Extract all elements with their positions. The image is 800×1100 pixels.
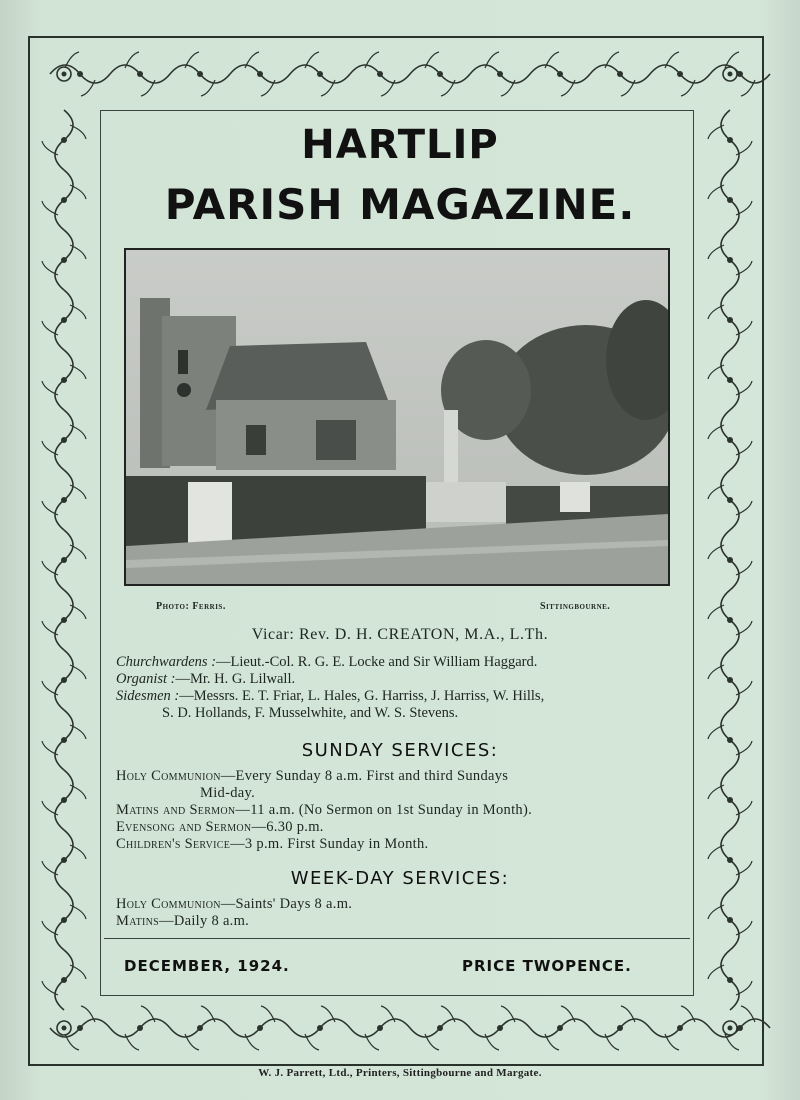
vicar-line: Vicar: Rev. D. H. CREATON, M.A., L.Th.: [251, 626, 549, 643]
issue-date: DECEMBER, 1924.: [124, 957, 290, 975]
sunday-services-list: [116, 768, 696, 853]
officer-line: [116, 688, 696, 705]
sunday-services-heading: SUNDAY SERVICES:: [301, 740, 499, 761]
service-time: —3 p.m. First Sunday in Month.: [230, 836, 429, 852]
officer-line-continued: S. D. Hollands, F. Musselwhite, and W. S. Stevens.: [162, 705, 459, 721]
officer-role: Churchwardens :: [116, 654, 217, 670]
service-name: Children's Service: [116, 836, 231, 852]
footer-divider: [104, 938, 690, 939]
photo-location: Sittingbourne.: [540, 601, 611, 612]
officer-role: Organist :: [116, 671, 176, 687]
service-line: [116, 819, 696, 836]
service-line: [116, 896, 696, 913]
parish-officers: [116, 654, 696, 722]
service-name: Evensong and Sermon: [116, 819, 252, 835]
officer-line: [116, 654, 696, 671]
weekday-services-list: [116, 896, 696, 930]
service-line: [116, 913, 696, 930]
service-name: Matins: [116, 913, 160, 929]
service-line: [116, 768, 696, 785]
officer-line: [116, 671, 696, 688]
weekday-services-heading: WEEK-DAY SERVICES:: [290, 868, 510, 889]
masthead-title-line1: HARTLIP: [301, 122, 499, 168]
printer-imprint: W. J. Parrett, Ltd., Printers, Sittingbourne and Margate.: [258, 1067, 542, 1079]
service-name: Holy Communion: [116, 896, 221, 912]
service-name: Matins and Sermon: [116, 802, 236, 818]
service-time: —11 a.m. (No Sermon on 1st Sunday in Month).: [235, 802, 533, 818]
service-name: Holy Communion: [116, 768, 221, 784]
service-line: [116, 802, 696, 819]
service-line: [116, 836, 696, 853]
issue-price: PRICE TWOPENCE.: [462, 957, 632, 975]
service-line-continued: Mid-day.: [200, 785, 256, 801]
masthead-title-line2: PARISH MAGAZINE.: [164, 180, 636, 229]
officer-names: —Messrs. E. T. Friar, L. Hales, G. Harriss, J. Harriss, W. Hills,: [179, 688, 545, 704]
officer-names: —Lieut.-Col. R. G. E. Locke and Sir William Haggard.: [216, 654, 538, 670]
officer-role: Sidesmen :: [116, 688, 180, 704]
service-time: —Saints' Days 8 a.m.: [220, 896, 353, 912]
service-time: —Every Sunday 8 a.m. First and third Sundays: [220, 768, 509, 784]
church-photograph: [124, 248, 670, 586]
photo-credit: Photo: Ferris.: [156, 601, 226, 612]
service-time: —6.30 p.m.: [251, 819, 324, 835]
officer-names: —Mr. H. G. Lilwall.: [175, 671, 296, 687]
service-time: —Daily 8 a.m.: [159, 913, 250, 929]
